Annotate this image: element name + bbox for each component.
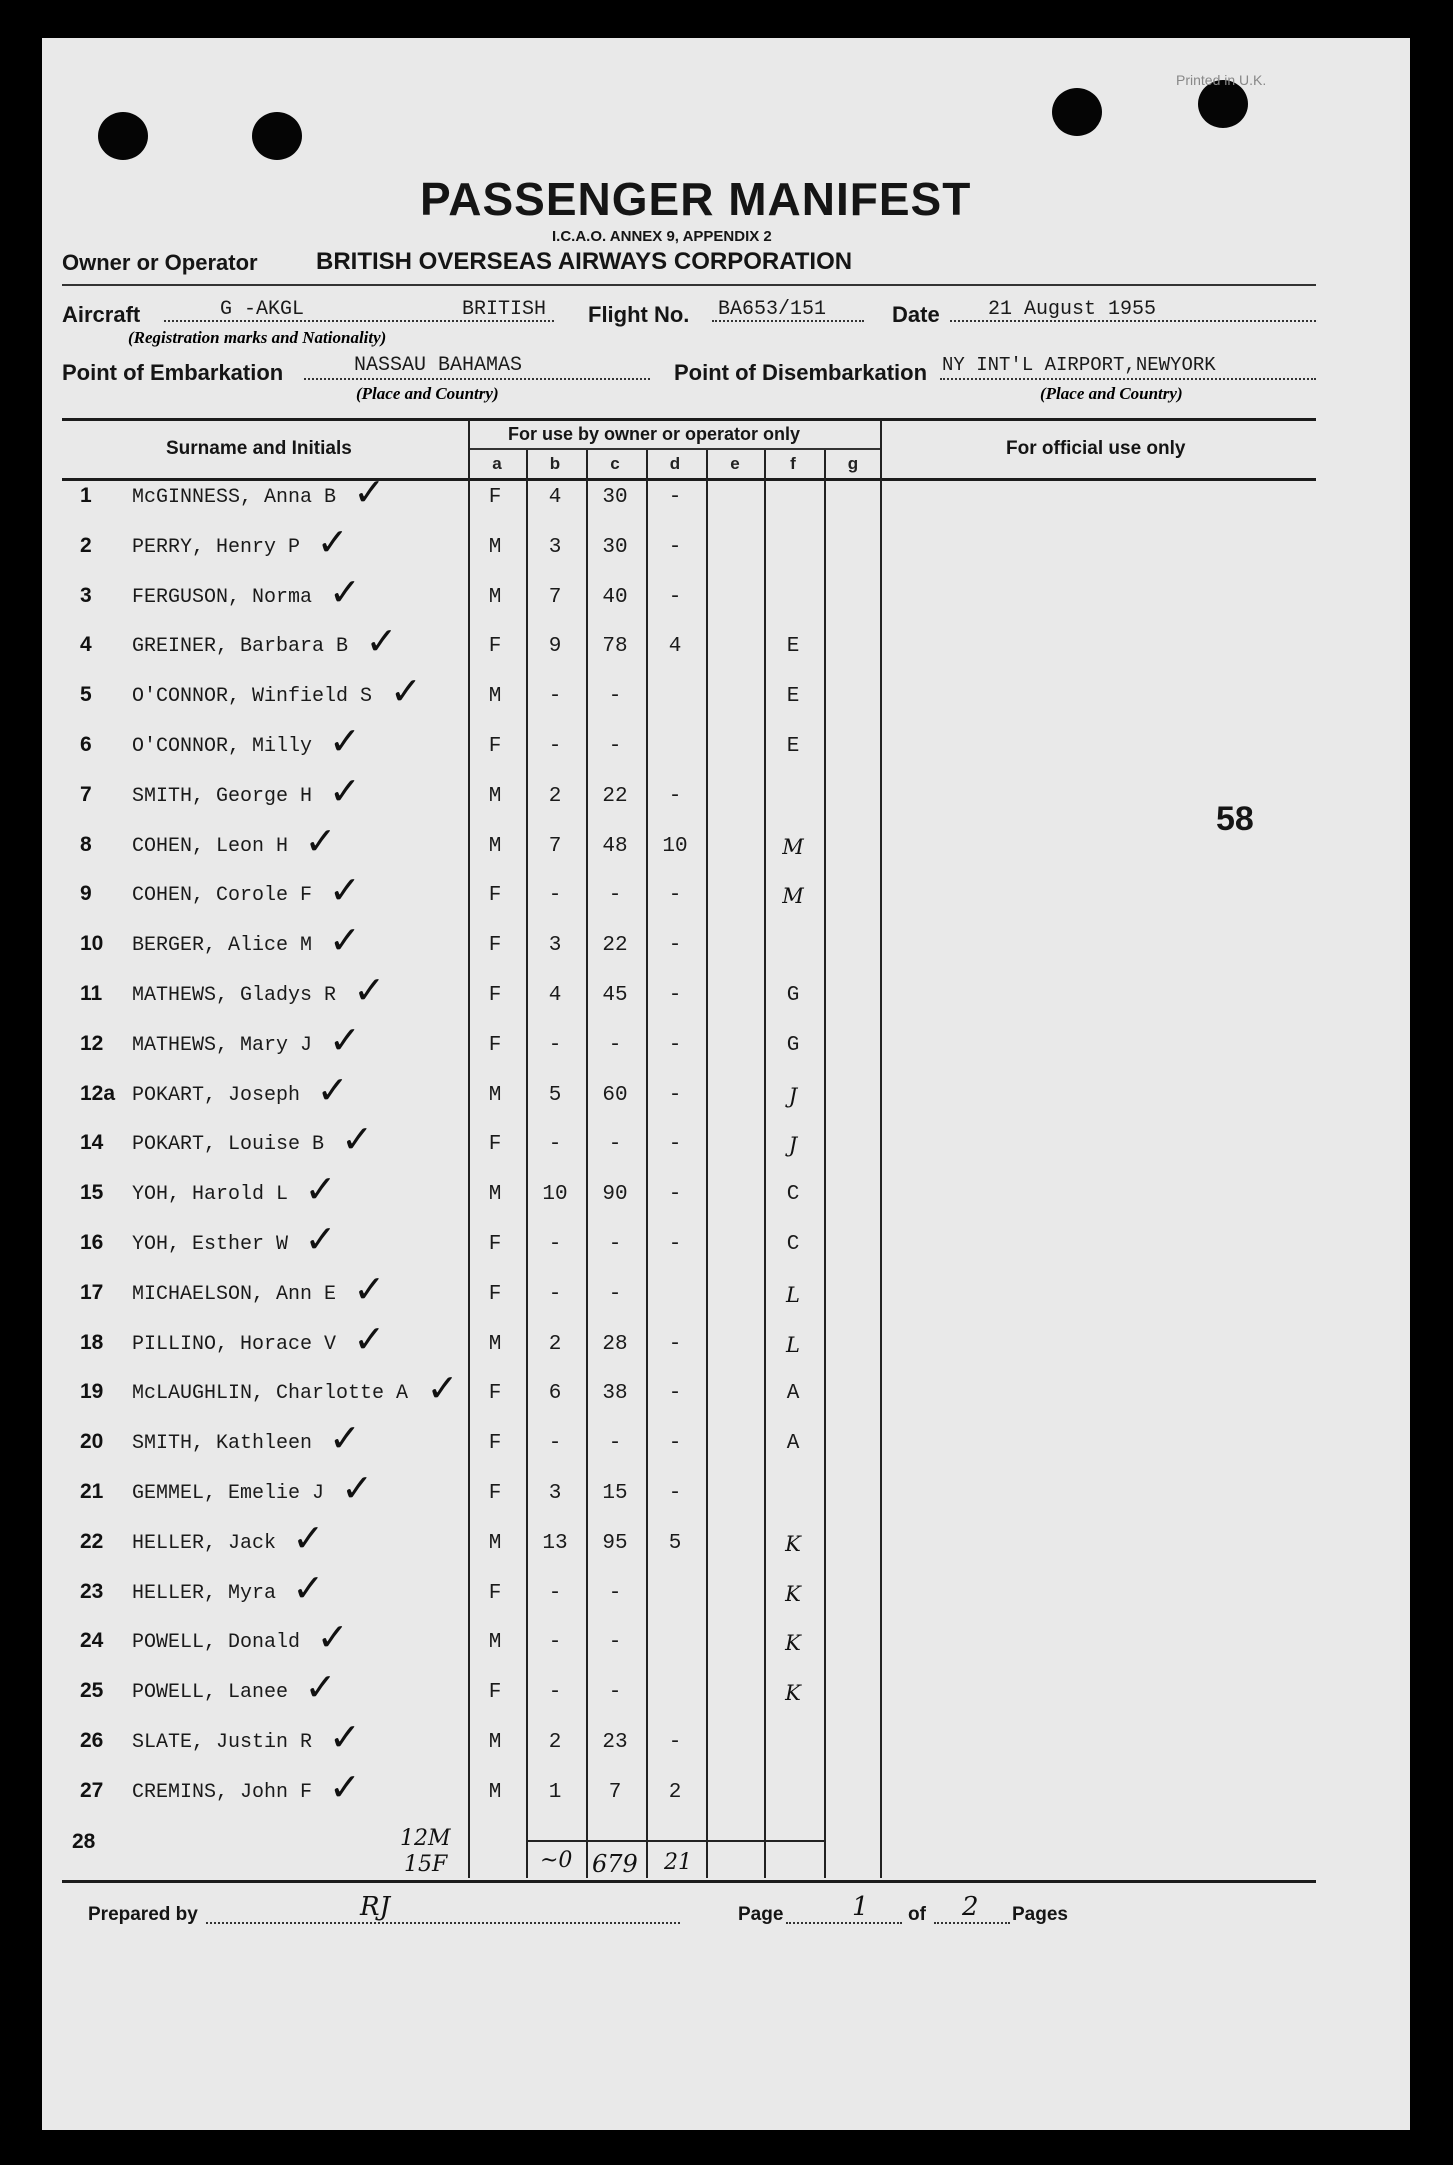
row-number: 2 [80, 534, 92, 557]
row-number: 4 [80, 633, 92, 656]
check-mark-icon: ✓ [329, 1416, 361, 1460]
passenger-name: SMITH, Kathleen [132, 1432, 313, 1455]
passenger-name: HELLER, Jack [132, 1532, 277, 1555]
check-mark-icon: ✓ [353, 470, 386, 514]
cell-c: 30 [602, 486, 628, 509]
cell-c: 78 [602, 635, 628, 658]
cell-c: - [608, 1631, 622, 1654]
cell-f: A [786, 1432, 800, 1455]
column-header-c: c [610, 454, 620, 473]
cell-c: 28 [602, 1333, 628, 1356]
page-subtitle: I.C.A.O. ANNEX 9, APPENDIX 2 [552, 228, 772, 245]
passenger-name: PERRY, Henry P [132, 536, 301, 559]
col-line-de [706, 450, 708, 1878]
row-number: 19 [80, 1380, 104, 1403]
row-number: 18 [80, 1331, 104, 1354]
row-number: 12 [80, 1032, 104, 1055]
check-mark-icon: ✓ [341, 1117, 374, 1161]
cell-c: 60 [602, 1084, 628, 1107]
cell-c: 45 [602, 984, 628, 1007]
cell-f: E [786, 635, 800, 658]
cell-b: 2 [548, 785, 562, 808]
page-value: 1 [852, 1892, 869, 1922]
cell-a: M [488, 835, 502, 858]
date-label: Date [892, 302, 940, 327]
passenger-name: POKART, Joseph [132, 1084, 301, 1107]
printer-stamp: Printed in U.K. [1176, 72, 1267, 88]
cell-b: 7 [548, 586, 562, 609]
cell-d: 10 [662, 835, 688, 858]
passenger-name: SMITH, George H [132, 785, 313, 808]
row-number: 5 [80, 683, 92, 706]
disembark-caption: (Place and Country) [1040, 384, 1183, 403]
cell-b: 9 [548, 635, 562, 658]
row-28-note-bottom: 15F [404, 1852, 448, 1877]
cell-b: 7 [548, 835, 562, 858]
passenger-name: MATHEWS, Gladys R [132, 984, 337, 1007]
cell-b: - [548, 884, 562, 907]
cell-d: - [668, 1731, 682, 1754]
cell-b: 13 [542, 1532, 568, 1555]
row-number: 16 [80, 1231, 104, 1254]
cell-d: 5 [668, 1532, 682, 1555]
cell-a: M [488, 685, 502, 708]
disembark-dotline [940, 378, 1316, 380]
punch-hole-middle [252, 112, 302, 160]
cell-d: - [668, 1432, 682, 1455]
check-mark-icon: ✓ [329, 1018, 361, 1062]
passenger-name: COHEN, Corole F [132, 884, 313, 907]
cell-a: F [488, 1034, 502, 1057]
check-mark-icon: ✓ [329, 570, 361, 614]
cell-a: M [488, 1731, 502, 1754]
row-number: 3 [80, 584, 92, 607]
cell-c: - [608, 1582, 622, 1605]
row-number: 20 [80, 1430, 104, 1453]
row-number: 26 [80, 1729, 104, 1752]
of-value: 2 [962, 1892, 979, 1922]
row-number: 25 [80, 1679, 104, 1702]
cell-a: F [488, 1233, 502, 1256]
row-number: 27 [80, 1779, 104, 1802]
column-header-e: e [730, 454, 740, 473]
cell-f: G [786, 1034, 800, 1057]
cell-b: - [548, 1631, 562, 1654]
cell-f: J [788, 1133, 798, 1157]
cell-d: - [668, 785, 682, 808]
cell-b: 3 [548, 934, 562, 957]
cell-f: K [785, 1681, 801, 1705]
cell-d: - [668, 1183, 682, 1206]
cell-a: M [488, 536, 502, 559]
disembark-label: Point of Disembarkation [674, 360, 928, 385]
cell-d: - [668, 536, 682, 559]
page-dotline [786, 1922, 902, 1924]
cell-d: 2 [668, 1781, 682, 1804]
cell-f: M [782, 884, 804, 908]
cell-c: 15 [602, 1482, 628, 1505]
cell-a: M [488, 1532, 502, 1555]
cell-c: - [608, 685, 622, 708]
passenger-name: POKART, Louise B [132, 1133, 325, 1156]
owner-label: Owner or Operator [62, 250, 258, 275]
prepared-dotline [206, 1922, 680, 1924]
cell-a: M [488, 1333, 502, 1356]
cell-a: M [488, 1084, 502, 1107]
cell-d: - [668, 1482, 682, 1505]
passenger-name: HELLER, Myra [132, 1582, 277, 1605]
cell-b: 4 [548, 984, 562, 1007]
row-number: 9 [80, 882, 92, 905]
check-mark-icon: ✓ [304, 1167, 337, 1211]
col-line-ab [526, 450, 528, 1878]
row-number: 14 [80, 1131, 104, 1154]
row-number: 6 [80, 733, 92, 756]
cell-c: - [608, 1681, 622, 1704]
cell-c: 40 [602, 586, 628, 609]
flight-value: BA653/151 [718, 298, 827, 321]
cell-a: F [488, 635, 502, 658]
cell-a: F [488, 1582, 502, 1605]
row-number: 1 [80, 484, 92, 507]
cell-b: - [548, 1432, 562, 1455]
check-mark-icon: ✓ [292, 1566, 325, 1610]
total-c: 679 [592, 1850, 638, 1878]
cell-c: - [608, 735, 622, 758]
cell-a: F [488, 934, 502, 957]
flight-label: Flight No. [588, 302, 690, 327]
cell-c: - [608, 1432, 622, 1455]
check-mark-icon: ✓ [426, 1366, 459, 1410]
surname-header: Surname and Initials [166, 438, 352, 459]
embark-caption: (Place and Country) [356, 384, 499, 403]
cell-d: - [668, 934, 682, 957]
passenger-name: YOH, Esther W [132, 1233, 289, 1256]
cell-a: F [488, 1382, 502, 1405]
row-28-note-top: 12M [400, 1826, 451, 1851]
column-header-b: b [549, 454, 561, 473]
cell-f: K [785, 1631, 801, 1655]
cell-b: - [548, 735, 562, 758]
passenger-name: POWELL, Lanee [132, 1681, 289, 1704]
passenger-name: McGINNESS, Anna B [132, 486, 337, 509]
date-value: 21 August 1955 [988, 298, 1157, 321]
row-number: 17 [80, 1281, 104, 1304]
cell-c: - [608, 1133, 622, 1156]
cell-a: M [488, 586, 502, 609]
page-label: Page [738, 1904, 784, 1925]
check-mark-icon: ✓ [329, 1765, 361, 1809]
passenger-name: YOH, Harold L [132, 1183, 289, 1206]
cell-f: M [782, 835, 804, 859]
check-mark-icon: ✓ [329, 769, 361, 813]
prepared-label: Prepared by [88, 1904, 198, 1925]
cell-a: M [488, 1781, 502, 1804]
check-mark-icon: ✓ [353, 968, 386, 1012]
passenger-name: GREINER, Barbara B [132, 635, 349, 658]
cell-b: 10 [542, 1183, 568, 1206]
cell-d: - [668, 586, 682, 609]
passenger-name: O'CONNOR, Winfield S [132, 685, 373, 708]
row-number: 21 [80, 1480, 104, 1503]
cell-a: F [488, 884, 502, 907]
cell-f: K [785, 1582, 801, 1606]
cell-d: - [668, 486, 682, 509]
row-number: 11 [80, 982, 103, 1005]
row-number: 7 [80, 783, 92, 806]
cell-b: 3 [548, 536, 562, 559]
cell-b: 5 [548, 1084, 562, 1107]
cell-a: F [488, 1133, 502, 1156]
cell-c: - [608, 1034, 622, 1057]
passenger-name: McLAUGHLIN, Charlotte A [132, 1382, 409, 1405]
check-mark-icon: ✓ [304, 1665, 337, 1709]
check-mark-icon: ✓ [329, 1715, 361, 1759]
col-line-fg [824, 450, 826, 1878]
check-mark-icon: ✓ [329, 868, 361, 912]
cell-c: 7 [608, 1781, 622, 1804]
cell-a: F [488, 1681, 502, 1704]
cell-b: - [548, 1582, 562, 1605]
cell-c: 95 [602, 1532, 628, 1555]
cell-f: C [786, 1233, 800, 1256]
check-mark-icon: ✓ [329, 918, 361, 962]
passenger-name: FERGUSON, Norma [132, 586, 313, 609]
check-mark-icon: ✓ [329, 719, 361, 763]
cell-b: - [548, 1133, 562, 1156]
cell-b: - [548, 1283, 562, 1306]
col-line-ef [764, 450, 766, 1878]
cell-b: 1 [548, 1781, 562, 1804]
prepared-value: RJ [360, 1892, 390, 1922]
punch-hole-left [98, 112, 148, 160]
cell-b: - [548, 685, 562, 708]
cell-c: - [608, 1233, 622, 1256]
cell-a: F [488, 984, 502, 1007]
cell-d: - [668, 884, 682, 907]
cell-a: M [488, 1183, 502, 1206]
row-number: 12a [80, 1082, 116, 1105]
official-header: For official use only [1006, 438, 1186, 459]
cell-d: - [668, 1133, 682, 1156]
total-b: ~0 [540, 1848, 573, 1873]
check-mark-icon: ✓ [353, 1267, 386, 1311]
cell-b: 4 [548, 486, 562, 509]
row-number: 22 [80, 1530, 104, 1553]
row-number: 8 [80, 833, 92, 856]
cell-b: - [548, 1681, 562, 1704]
check-mark-icon: ✓ [316, 1615, 349, 1659]
cell-d: - [668, 1382, 682, 1405]
aircraft-label: Aircraft [62, 302, 141, 327]
passenger-name: O'CONNOR, Milly [132, 735, 313, 758]
col-line-right [880, 420, 882, 1878]
check-mark-icon: ✓ [292, 1516, 325, 1560]
cell-f: K [785, 1532, 801, 1556]
cell-b: - [548, 1034, 562, 1057]
passenger-name: MATHEWS, Mary J [132, 1034, 313, 1057]
total-rule [526, 1840, 824, 1842]
cell-d: 4 [668, 635, 682, 658]
cell-d: - [668, 1233, 682, 1256]
check-mark-icon: ✓ [316, 520, 349, 564]
passenger-name: MICHAELSON, Ann E [132, 1283, 337, 1306]
check-mark-icon: ✓ [304, 1217, 337, 1261]
cell-f: G [786, 984, 800, 1007]
owner-use-subrule [468, 448, 880, 450]
cell-f: L [786, 1333, 800, 1357]
embark-label: Point of Embarkation [62, 360, 284, 385]
cell-c: 38 [602, 1382, 628, 1405]
cell-c: - [608, 1283, 622, 1306]
column-header-f: f [790, 454, 796, 473]
owner-use-header: For use by owner or operator only [508, 424, 801, 444]
cell-c: - [608, 884, 622, 907]
passenger-name: GEMMEL, Emelie J [132, 1482, 325, 1505]
cell-f: A [786, 1382, 800, 1405]
cell-a: M [488, 1631, 502, 1654]
check-mark-icon: ✓ [353, 1317, 386, 1361]
aircraft-value: G -AKGL [220, 298, 305, 321]
cell-f: E [786, 685, 800, 708]
column-header-d: d [669, 454, 681, 473]
cell-b: 6 [548, 1382, 562, 1405]
passenger-name: POWELL, Donald [132, 1631, 301, 1654]
cell-c: 48 [602, 835, 628, 858]
column-header-a: a [492, 454, 502, 473]
cell-f: E [786, 735, 800, 758]
column-header-g: g [847, 454, 859, 473]
passenger-name: COHEN, Leon H [132, 835, 289, 858]
passenger-name: CREMINS, John F [132, 1781, 313, 1804]
cell-f: C [786, 1183, 800, 1206]
cell-b: 2 [548, 1333, 562, 1356]
disembark-value: NY INT'L AIRPORT,NEWYORK [942, 354, 1216, 376]
row-number: 24 [80, 1629, 104, 1652]
row-number: 15 [80, 1181, 104, 1204]
cell-d: - [668, 984, 682, 1007]
nationality-value: BRITISH [462, 298, 547, 321]
passenger-name: BERGER, Alice M [132, 934, 313, 957]
page-title: PASSENGER MANIFEST [420, 173, 972, 225]
column-header-rule [62, 478, 1316, 481]
punch-hole-right-1 [1052, 88, 1102, 136]
of-label: of [908, 1904, 926, 1925]
check-mark-icon: ✓ [390, 669, 422, 713]
cell-b: - [548, 1233, 562, 1256]
cell-b: 3 [548, 1482, 562, 1505]
check-mark-icon: ✓ [341, 1466, 374, 1510]
cell-d: - [668, 1084, 682, 1107]
passenger-name: SLATE, Justin R [132, 1731, 313, 1754]
check-mark-icon: ✓ [365, 619, 398, 663]
owner-value: BRITISH OVERSEAS AIRWAYS CORPORATION [316, 248, 853, 275]
cell-d: - [668, 1034, 682, 1057]
cell-b: 2 [548, 1731, 562, 1754]
cell-c: 22 [602, 934, 628, 957]
cell-d: - [668, 1333, 682, 1356]
cell-c: 22 [602, 785, 628, 808]
row-number: 23 [80, 1580, 104, 1603]
cell-a: F [488, 1283, 502, 1306]
embark-dotline [304, 378, 650, 380]
aircraft-caption: (Registration marks and Nationality) [128, 328, 387, 347]
cell-a: F [488, 735, 502, 758]
passenger-name: PILLINO, Horace V [132, 1333, 337, 1356]
cell-a: F [488, 486, 502, 509]
cell-f: J [788, 1084, 798, 1108]
pages-label: Pages [1012, 1904, 1068, 1925]
cell-c: 90 [602, 1183, 628, 1206]
row-number: 10 [80, 932, 104, 955]
official-note: 58 [1216, 800, 1254, 838]
cell-c: 23 [602, 1731, 628, 1754]
cell-a: M [488, 785, 502, 808]
col-line-cd [646, 450, 648, 1878]
table-bottom-rule [62, 1880, 1316, 1883]
table-top-rule [62, 418, 1316, 421]
embark-value: NASSAU BAHAMAS [354, 354, 523, 377]
cell-a: F [488, 1432, 502, 1455]
row-28-number: 28 [72, 1830, 96, 1853]
total-d: 21 [664, 1850, 692, 1875]
header-rule-1 [62, 284, 1316, 286]
cell-a: F [488, 1482, 502, 1505]
cell-f: L [786, 1283, 800, 1307]
cell-c: 30 [602, 536, 628, 559]
col-line-bc [586, 450, 588, 1878]
check-mark-icon: ✓ [304, 819, 337, 863]
of-dotline [934, 1922, 1010, 1924]
check-mark-icon: ✓ [316, 1068, 349, 1112]
